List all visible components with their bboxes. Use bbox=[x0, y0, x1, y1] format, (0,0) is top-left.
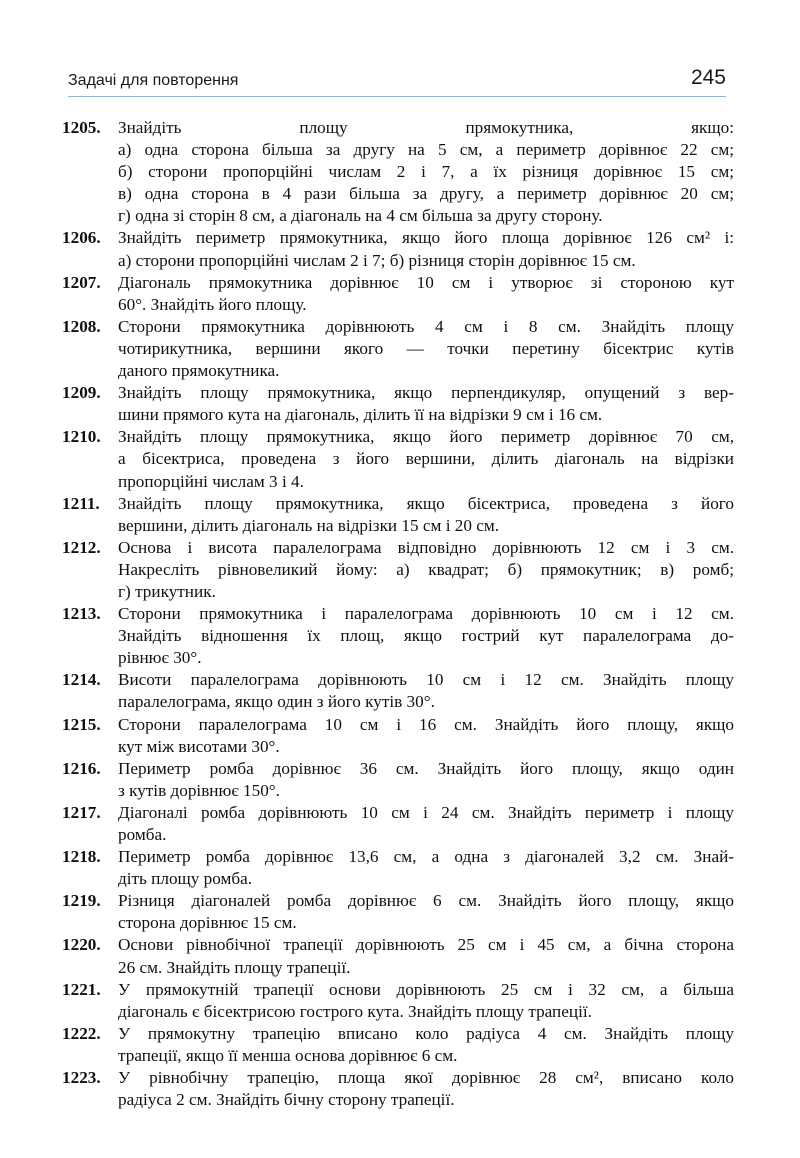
problem-line: трапеції, якщо її менша основа дорівнює 6 см. bbox=[118, 1045, 458, 1065]
problem-text bbox=[118, 426, 734, 492]
problem-line: Різниця діагоналей ромба дорівнює 6 см. Знайдіть його площу, якщо bbox=[118, 891, 734, 911]
problem-text bbox=[118, 117, 734, 227]
page-header bbox=[68, 66, 726, 97]
problem-text bbox=[118, 272, 734, 316]
problem-text bbox=[118, 669, 734, 713]
problem-line: Знайдіть площу прямокутника, якщо: bbox=[118, 118, 734, 137]
problem-line: а) одна сторона більша за другу на 5 см, а периметр дорівнює 22 см; bbox=[118, 140, 734, 160]
problem-item bbox=[62, 1023, 734, 1067]
problem-item bbox=[62, 316, 734, 382]
problem-text bbox=[118, 1067, 734, 1111]
problem-number: 1207. bbox=[62, 272, 101, 292]
problem-item bbox=[62, 669, 734, 713]
problem-item bbox=[62, 603, 734, 669]
problem-item bbox=[62, 227, 734, 271]
problem-item bbox=[62, 714, 734, 758]
problem-item bbox=[62, 758, 734, 802]
problem-line: з кутів дорівнює 150°. bbox=[118, 780, 280, 800]
problem-line: кут між висотами 30°. bbox=[118, 736, 280, 756]
problem-text bbox=[118, 979, 734, 1023]
problem-number: 1223. bbox=[62, 1068, 101, 1088]
problem-line: в) одна сторона в 4 рази більша за другу, а периметр дорівнює 20 см; bbox=[118, 184, 734, 204]
problem-number: 1208. bbox=[62, 316, 101, 336]
problem-number: 1211. bbox=[62, 493, 100, 513]
problem-line: б) сторони пропорційні числам 2 і 7, а їх різниця дорівнює 15 см; bbox=[118, 162, 734, 182]
problem-number: 1209. bbox=[62, 383, 101, 403]
problem-number: 1218. bbox=[62, 847, 101, 867]
problem-line: Основа і висота паралелограма відповідно дорівнюють 12 см і 3 см. bbox=[118, 537, 734, 557]
problem-text bbox=[118, 493, 734, 537]
problem-line: У прямокутну трапецію вписано коло радіуса 4 см. Знайдіть площу bbox=[118, 1023, 734, 1043]
problem-line: г) одна зі сторін 8 см, а діагональ на 4 см більша за другу сторону. bbox=[118, 206, 603, 226]
problem-line: Висоти паралелограма дорівнюють 10 см і 12 см. Знайдіть площу bbox=[118, 670, 734, 690]
problem-number: 1206. bbox=[62, 228, 101, 248]
problem-number: 1212. bbox=[62, 537, 101, 557]
problem-item bbox=[62, 934, 734, 978]
problem-line: 26 см. Знайдіть площу трапеції. bbox=[118, 957, 351, 977]
problem-number: 1210. bbox=[62, 427, 101, 447]
problem-line: ромба. bbox=[118, 825, 167, 844]
section-title: Задачі для повторення bbox=[68, 72, 239, 89]
problem-text bbox=[118, 1023, 734, 1067]
problem-line: Знайдіть периметр прямокутника, якщо його площа дорівнює 126 см² і: bbox=[118, 228, 734, 248]
problem-line: Сторони паралелограма 10 см і 16 см. Знайдіть його площу, якщо bbox=[118, 714, 734, 734]
problem-number: 1213. bbox=[62, 604, 101, 624]
problem-number: 1216. bbox=[62, 758, 101, 778]
problem-line: Знайдіть площу прямокутника, якщо його периметр дорівнює 70 см, bbox=[118, 427, 734, 447]
problem-text bbox=[118, 890, 734, 934]
problem-text bbox=[118, 714, 734, 758]
problem-text bbox=[118, 537, 734, 603]
problem-number: 1221. bbox=[62, 979, 101, 999]
problem-text bbox=[118, 802, 734, 846]
problem-line: 60°. Знайдіть його площу. bbox=[118, 294, 307, 314]
problem-item bbox=[62, 802, 734, 846]
problem-text bbox=[118, 316, 734, 382]
problem-number: 1214. bbox=[62, 670, 101, 690]
problem-item bbox=[62, 426, 734, 492]
problem-line: Основи рівнобічної трапеції дорівнюють 25 см і 45 см, а бічна сторона bbox=[118, 935, 734, 955]
problem-item bbox=[62, 890, 734, 934]
problem-line: У прямокутній трапеції основи дорівнюють 25 см і 32 см, а більша bbox=[118, 979, 734, 999]
problem-line: чотирикутника, вершини якого — точки перетину бісектрис кутів bbox=[118, 338, 734, 358]
problem-line: пропорційні числам 3 і 4. bbox=[118, 471, 304, 491]
problem-number: 1220. bbox=[62, 935, 101, 955]
problem-number: 1222. bbox=[62, 1023, 101, 1043]
problem-line: Знайдіть площу прямокутника, якщо перпендикуляр, опущений з вер- bbox=[118, 383, 734, 403]
problem-text bbox=[118, 846, 734, 890]
problem-list bbox=[62, 117, 734, 1111]
problem-line: сторона дорівнює 15 см. bbox=[118, 913, 297, 933]
problem-item bbox=[62, 846, 734, 890]
problem-text bbox=[118, 758, 734, 802]
problem-line: Знайдіть площу прямокутника, якщо бісектриса, проведена з його bbox=[118, 493, 734, 513]
problem-number: 1219. bbox=[62, 891, 101, 911]
problem-text bbox=[118, 934, 734, 978]
problem-item bbox=[62, 979, 734, 1023]
problem-text bbox=[118, 227, 734, 271]
problem-line: вершини, ділить діагональ на відрізки 15 см і 20 см. bbox=[118, 515, 500, 535]
problem-item bbox=[62, 382, 734, 426]
problem-line: рівнює 30°. bbox=[118, 648, 202, 668]
problem-line: Периметр ромба дорівнює 36 см. Знайдіть його площу, якщо один bbox=[118, 758, 734, 778]
problem-number: 1215. bbox=[62, 714, 101, 734]
problem-line: У рівнобічну трапецію, площа якої дорівнює 28 см², вписано коло bbox=[118, 1068, 734, 1088]
problem-line: Діагоналі ромба дорівнюють 10 см і 24 см. Знайдіть периметр і площу bbox=[118, 802, 734, 822]
problem-line: паралелограма, якщо один з його кутів 30°. bbox=[118, 692, 435, 712]
problem-line: а) сторони пропорційні числам 2 і 7; б) різниця сторін дорівнює 15 см. bbox=[118, 250, 636, 270]
problem-line: Периметр ромба дорівнює 13,6 см, а одна з діагоналей 3,2 см. Знай- bbox=[118, 847, 734, 867]
problem-item bbox=[62, 1067, 734, 1111]
problem-line: даного прямокутника. bbox=[118, 361, 280, 381]
problem-line: радіуса 2 см. Знайдіть бічну сторону трапеції. bbox=[118, 1090, 455, 1110]
problem-line: шини прямого кута на діагональ, ділить її на відрізки 9 см і 16 см. bbox=[118, 405, 603, 425]
problem-number: 1205. bbox=[62, 118, 101, 137]
problem-line: Сторони прямокутника і паралелограма дорівнюють 10 см і 12 см. bbox=[118, 604, 734, 624]
problem-line: Накресліть рівновеликий йому: а) квадрат; б) прямокутник; в) ромб; bbox=[118, 559, 734, 579]
problem-line: Діагональ прямокутника дорівнює 10 см і утворює зі стороною кут bbox=[118, 272, 734, 292]
page-number: 245 bbox=[690, 66, 726, 89]
problem-line: г) трикутник. bbox=[118, 581, 216, 601]
problem-item bbox=[62, 272, 734, 316]
problem-text bbox=[118, 382, 734, 426]
problem-line: діагональ є бісектрисою гострого кута. Знайдіть площу трапеції. bbox=[118, 1001, 592, 1021]
problem-line: діть площу ромба. bbox=[118, 869, 253, 889]
problem-item bbox=[62, 537, 734, 603]
problem-number: 1217. bbox=[62, 802, 101, 822]
problem-text bbox=[118, 603, 734, 669]
problem-item bbox=[62, 493, 734, 537]
problem-line: а бісектриса, проведена з його вершини, ділить діагональ на відрізки bbox=[118, 449, 734, 469]
problem-item bbox=[62, 117, 734, 227]
problem-line: Знайдіть відношення їх площ, якщо гострий кут паралелограма до- bbox=[118, 626, 734, 646]
problem-line: Сторони прямокутника дорівнюють 4 см і 8 см. Знайдіть площу bbox=[118, 316, 734, 336]
